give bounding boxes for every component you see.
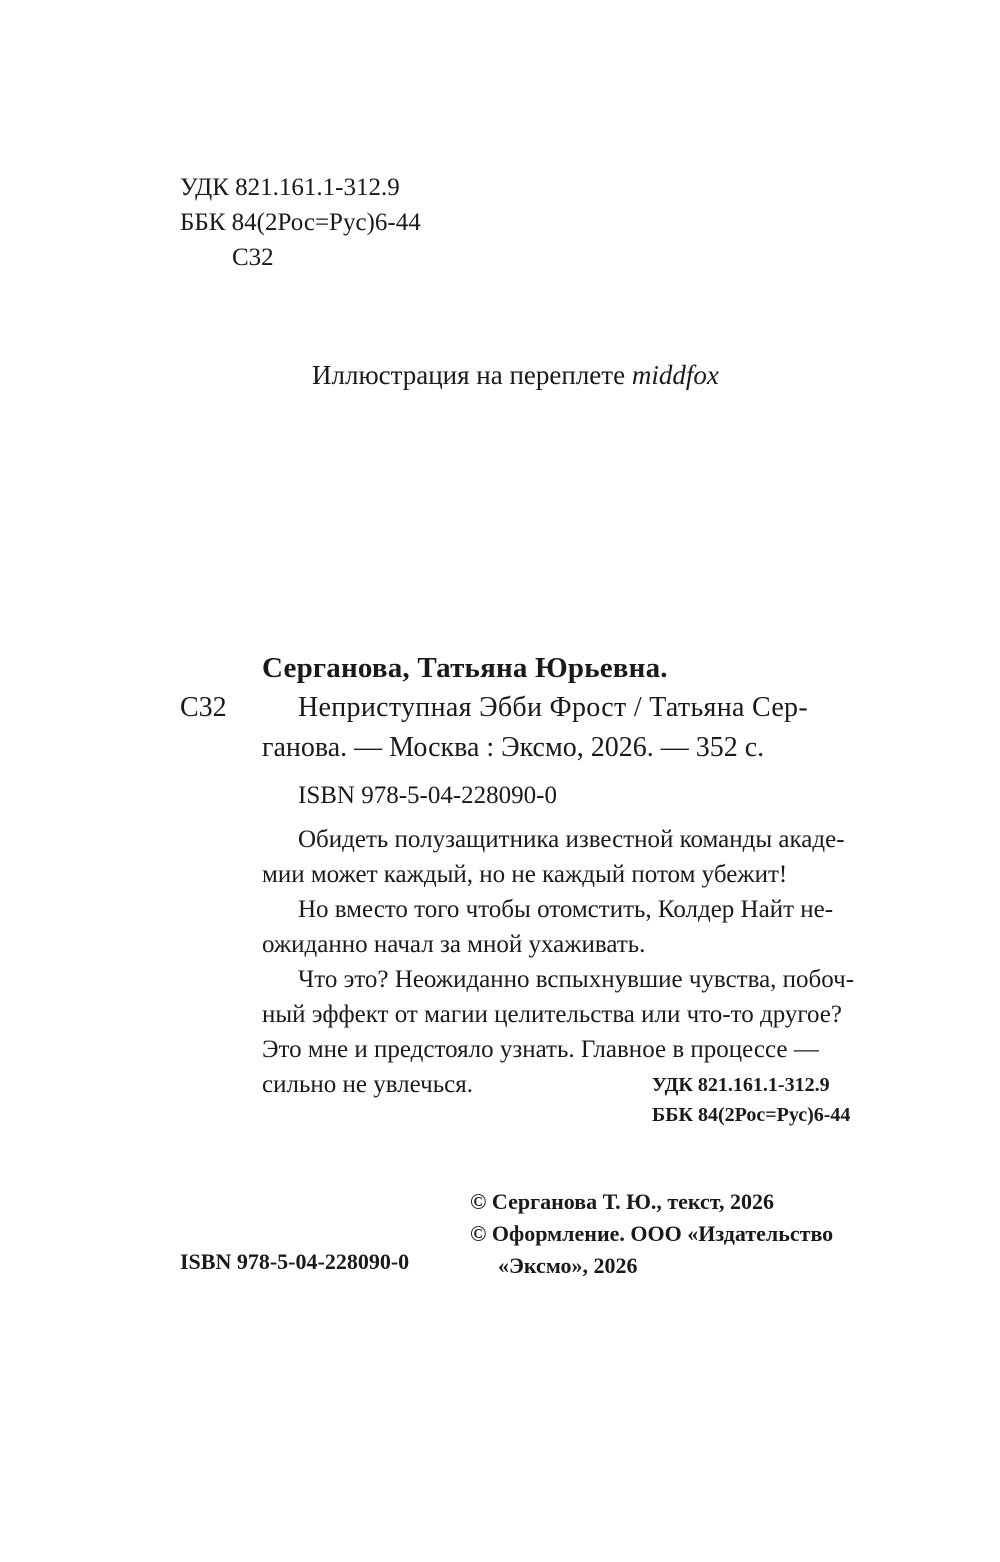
udk-code: УДК 821.161.1-312.9	[180, 174, 400, 201]
illustration-label: Иллюстрация на переплете	[312, 360, 632, 390]
classification-codes-top	[180, 170, 421, 275]
cutter-code: С32	[232, 244, 274, 271]
annotation-line: ный эффект от магии целительства или что-то другое?	[262, 1001, 842, 1028]
annotation-line: Что это? Неожиданно вспыхнувшие чувства, побоч-	[298, 966, 855, 993]
annotation-line: Обидеть полузащитника известной команды акаде-	[298, 826, 845, 853]
bbk-code-bottom: ББК 84(2Рос=Рус)6-44	[652, 1104, 851, 1126]
title-line-2: ганова. — Москва : Эксмо, 2026. — 352 с.	[262, 732, 765, 763]
copyright-design-line-cont: «Эксмо», 2026	[498, 1253, 638, 1278]
illustration-artist: middfox	[631, 360, 719, 390]
isbn-bold: ISBN 978-5-04-228090-0	[180, 1249, 410, 1274]
annotation-line: мии может каждый, но не каждый потом убежит!	[262, 861, 788, 888]
entry-author: Серганова, Татьяна Юрьевна.	[262, 652, 668, 684]
annotation-line: Но вместо того чтобы отомстить, Колдер Найт не-	[298, 896, 834, 923]
udk-code-bottom: УДК 821.161.1-312.9	[652, 1074, 830, 1096]
classification-codes-bottom	[652, 1070, 850, 1130]
illustration-credit	[312, 355, 719, 395]
bibliographic-description	[262, 688, 850, 768]
annotation-line: сильно не увлечься.	[262, 1071, 473, 1098]
copyright-block	[470, 1186, 833, 1282]
annotation-line: ожиданно начал за мной ухаживать.	[262, 931, 646, 958]
annotation	[262, 822, 854, 1102]
copyright-design-line: © Оформление. ООО «Издательство	[470, 1221, 834, 1246]
copyright-text-line: © Серганова Т. Ю., текст, 2026	[470, 1189, 774, 1214]
entry-isbn: ISBN 978-5-04-228090-0	[298, 782, 558, 809]
title-line-1: Неприступная Эбби Фрост / Татьяна Сер-	[298, 692, 808, 723]
annotation-line: Это мне и предстояло узнать. Главное в процессе —	[262, 1036, 819, 1063]
entry-cutter-mark: С32	[180, 692, 227, 723]
bbk-code: ББК 84(2Рос=Рус)6-44	[180, 209, 421, 236]
